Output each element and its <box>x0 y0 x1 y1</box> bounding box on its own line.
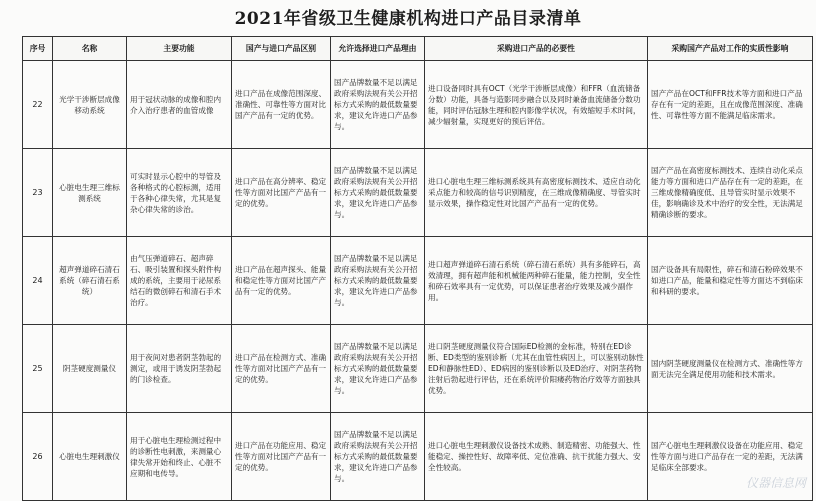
cell-function: 由气压弹道碎石、超声碎石、吸引装置和探头附件构成的系统，主要用于泌尿系结石的微创碎石和清石手术治疗。 <box>127 237 232 325</box>
cell-difference: 进口产品在超声探头、能量和稳定性等方面对比国产产品有一定的优势。 <box>232 237 331 325</box>
header-no: 序号 <box>23 37 53 61</box>
cell-name: 超声弹道碎石清石系统（碎石清石系统） <box>53 237 127 325</box>
header-name: 名称 <box>53 37 127 61</box>
cell-no: 25 <box>23 325 53 413</box>
cell-impact: 国内阴茎硬度测量仪在检测方式、准确性等方面无法完全满足使用功能和技术需求。 <box>648 325 813 413</box>
table-row <box>23 413 813 501</box>
cell-impact: 国产产品在高密度标测技术、连续自动化采点能力等方面和进口产品存在有一定的差距，在三维成像精确度低、且导管实时显示效果不佳，影响确诊及术中治疗的安全性，无法满足精确诊断的要求。 <box>648 149 813 237</box>
cell-no: 26 <box>23 413 53 501</box>
cell-reason: 国产品牌数量不足以满足政府采购法规有关公开招标方式采购的最低数量要求，建议允许进口产品参与。 <box>331 61 425 149</box>
cell-necessity: 进口阴茎硬度测量仪符合国际ED检测的金标准，特别在ED诊断、ED类型的鉴别诊断（尤其在血管性病因上，可以鉴别动脉性ED和静脉性ED）、ED病因的鉴别诊断以及ED治疗、对阴茎药物注射后勃起进行评估，还在系统评价阳痿药物治疗效等方面独具优势。 <box>425 325 648 413</box>
cell-function: 用于冠状动脉的成像和腔内介入治疗患者的血管成像 <box>127 61 232 149</box>
header-necessity: 采购进口产品的必要性 <box>425 37 648 61</box>
cell-no: 23 <box>23 149 53 237</box>
cell-function: 用于心脏电生理检测过程中的诊断性电刺激，来测量心律失常开始和终止、心脏不应期和电传导。 <box>127 413 232 501</box>
cell-function: 用于夜间对患者阴茎勃起的测定，或用于诱发阴茎勃起的门诊检查。 <box>127 325 232 413</box>
cell-impact: 国产产品在OCT和FFR技术等方面和进口产品存在有一定的差距，且在成像范围深度、准确性、可靠性等方面不能满足临床需求。 <box>648 61 813 149</box>
cell-difference: 进口产品在高分辨率、稳定性等方面对比国产产品有一定的优势。 <box>232 149 331 237</box>
table-row <box>23 61 813 149</box>
table-row <box>23 325 813 413</box>
cell-name: 阴茎硬度测量仪 <box>53 325 127 413</box>
watermark-logo: 仪器信息网 <box>745 476 806 490</box>
cell-necessity: 进口心脏电生理三维标测系统具有高密度标测技术、适应自动化采点能力和较高的信号识别精度，在三维成像精确度、导管实时显示效果，操作稳定性对比国产产品有一定的优势。 <box>425 149 648 237</box>
cell-necessity: 进口设备同时具有OCT（光学干涉断层成像）和FFR（血流储备分数）功能，具备与造影同步融合以及同时兼备血流储备分数功能，同时评估冠脉生理和腔内影像学状况，有效缩短手术时间，减少辐射量，实现更好的预后评估。 <box>425 61 648 149</box>
cell-reason: 国产品牌数量不足以满足政府采购法规有关公开招标方式采购的最低数量要求，建议允许进口产品参与。 <box>331 413 425 501</box>
cell-difference: 进口产品在功能应用、稳定性等方面对比国产产品有一定的优势。 <box>232 413 331 501</box>
cell-no: 24 <box>23 237 53 325</box>
cell-difference: 进口产品在成像范围深度、准确性、可靠性等方面对比国产产品有一定的优势。 <box>232 61 331 149</box>
table-row <box>23 149 813 237</box>
header-impact: 采购国产产品对工作的实质性影响 <box>648 37 813 61</box>
cell-difference: 进口产品在检测方式、准确性等方面对比国产产品有一定的优势。 <box>232 325 331 413</box>
cell-name: 心脏电生理刺激仪 <box>53 413 127 501</box>
cell-reason: 国产品牌数量不足以满足政府采购法规有关公开招标方式采购的最低数量要求，建议允许进口产品参与。 <box>331 237 425 325</box>
document-title: 2021年省级卫生健康机构进口产品目录清单 <box>234 9 582 29</box>
cell-impact: 国产设备具有局限性，碎石和清石粉碎效果不如进口产品，能量和稳定性等方面达不到临床和科研的要求。 <box>648 237 813 325</box>
cell-reason: 国产品牌数量不足以满足政府采购法规有关公开招标方式采购的最低数量要求，建议允许进口产品参与。 <box>331 325 425 413</box>
cell-name: 心脏电生理三维标测系统 <box>53 149 127 237</box>
header-reason: 允许选择进口产品理由 <box>331 37 425 61</box>
table-header-row <box>23 37 813 61</box>
table-row <box>23 237 813 325</box>
cell-reason: 国产品牌数量不足以满足政府采购法规有关公开招标方式采购的最低数量要求，建议允许进口产品参与。 <box>331 149 425 237</box>
cell-necessity: 进口超声弹道碎石清石系统（碎石清石系统）具有多能碎石，高效清理，拥有超声能和机械能两种碎石能量，能力控制，安全性和碎石效率具有一定优势，可以保证患者治疗效果及减少副作用。 <box>425 237 648 325</box>
cell-necessity: 进口心脏电生理刺激仪设备技术成熟、制造精密、功能强大、性能稳定、操控性好、故障率低、定位准确、抗干扰能力强大、安全性较高。 <box>425 413 648 501</box>
header-function: 主要功能 <box>127 37 232 61</box>
cell-impact: 国产心脏电生理刺激仪设备在功能应用、稳定性等方面与进口产品存在一定的差距，无法满足临床全部要求。 <box>648 413 813 501</box>
cell-name: 光学干涉断层成像移动系统 <box>53 61 127 149</box>
header-difference: 国产与进口产品区别 <box>232 37 331 61</box>
product-catalog-table <box>22 36 813 501</box>
cell-no: 22 <box>23 61 53 149</box>
cell-function: 可实时显示心腔中的导管及各种格式的心腔标测，适用于各种心律失常，尤其是复杂心律失常的诊治。 <box>127 149 232 237</box>
